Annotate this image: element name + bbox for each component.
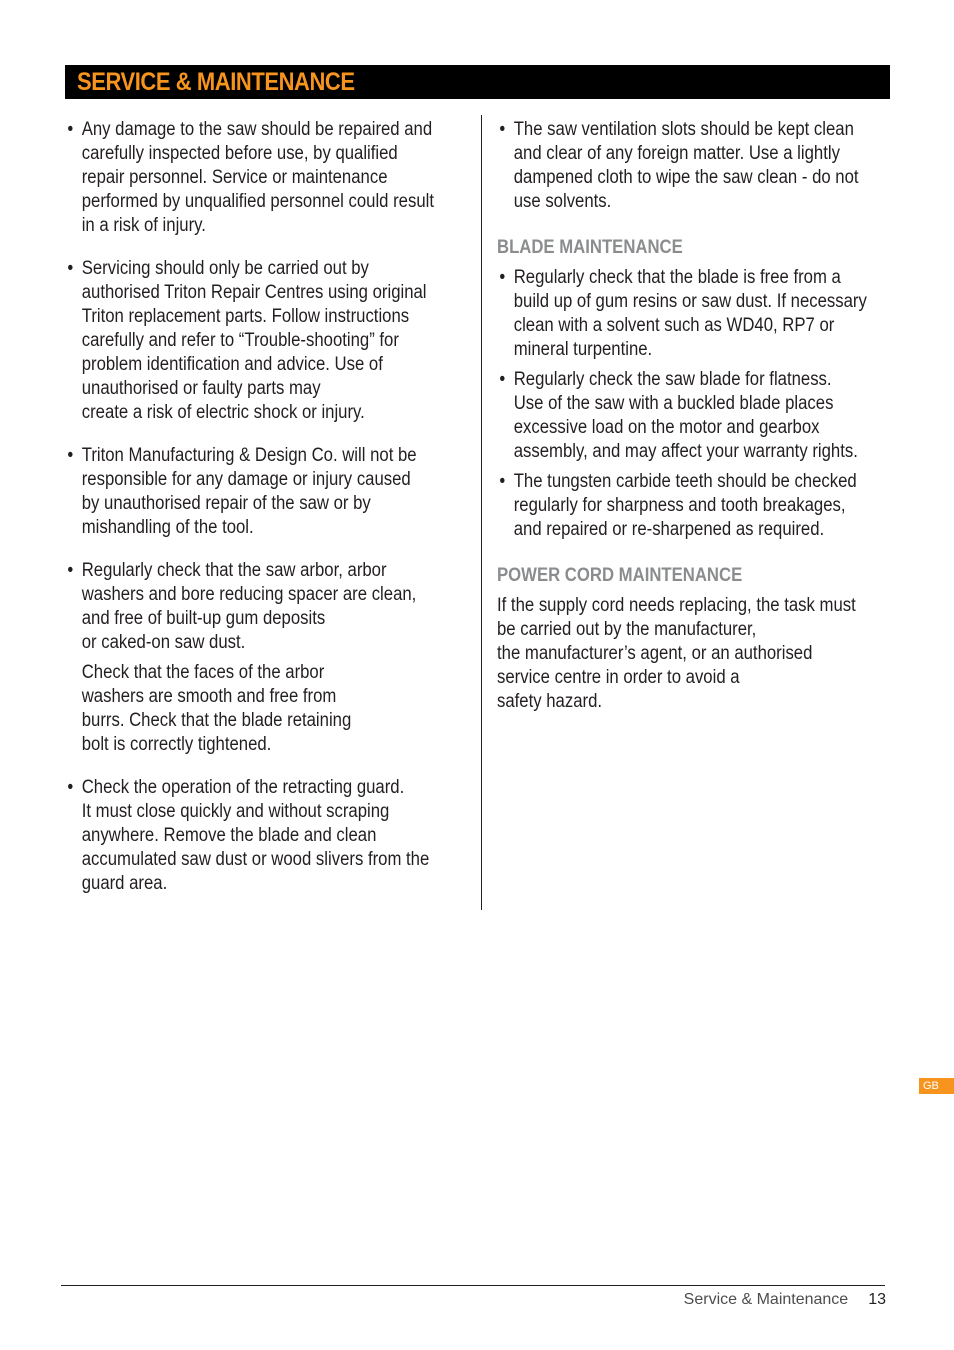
item-text: The saw ventilation slots should be kept clean and clear of any foreign matter. Use a lightly dampened cloth to wipe the saw clean - do not use solvents. [513, 119, 859, 212]
blade-maintenance-heading: BLADE MAINTENANCE [497, 237, 683, 258]
item-text: Any damage to the saw should be repaired and carefully inspected before use, by qualified repair personnel. Service or maintenance performed by unqualified personnel could result in a risk of injury. [81, 119, 434, 236]
list-item [497, 368, 895, 464]
item-text: The tungsten carbide teeth should be checked regularly for sharpness and tooth breakages, and repaired or re-sharpened as required. [513, 471, 857, 540]
bullet: • [499, 119, 506, 140]
bullet: • [67, 258, 74, 279]
list-item [65, 559, 463, 757]
power-cord-heading: POWER CORD MAINTENANCE [497, 565, 743, 586]
language-tab: GB [919, 1078, 954, 1094]
bullet: • [67, 777, 74, 798]
item-text: Regularly check that the blade is free from a build up of gum resins or saw dust. If necessary clean with a solvent such as WD40, RP7 or mineral turpentine. [513, 267, 867, 360]
bullet: • [67, 560, 74, 581]
list-item [497, 118, 895, 214]
item-text: Triton Manufacturing & Design Co. will not be responsible for any damage or injury caused by unauthorised repair of the saw or by mishandling of the tool. [81, 445, 417, 538]
bullet: • [67, 445, 74, 466]
bullet: • [67, 119, 74, 140]
power-cord-text: If the supply cord needs replacing, the task must be carried out by the manufacturer, the manufacturer’s agent, or an authorised service centre in order to avoid a safety hazard. [497, 595, 856, 712]
list-item [65, 118, 463, 238]
bullet: • [499, 267, 506, 288]
list-item [65, 444, 463, 540]
bullet: • [499, 369, 506, 390]
item-text: Regularly check the saw blade for flatness. Use of the saw with a buckled blade places excessive load on the motor and gearbox assembly, and may affect your warranty rights. [513, 369, 858, 462]
list-item [65, 776, 463, 896]
item-text: Check the operation of the retracting guard. It must close quickly and without scraping anywhere. Remove the blade and clean accumulated saw dust or wood slivers from the guard area. [81, 777, 430, 894]
list-item [497, 470, 895, 542]
item-text: Regularly check that the saw arbor, arbor washers and bore reducing spacer are clean, and free of built-up gum deposits or caked-on saw dust. [81, 560, 417, 653]
right-column [497, 118, 897, 714]
list-item [65, 257, 463, 425]
column-divider [481, 115, 482, 910]
section-header-bar [65, 65, 890, 99]
footer-rule [61, 1285, 885, 1286]
left-column [65, 118, 465, 896]
section-title: SERVICE & MAINTENANCE [77, 68, 355, 96]
item-extra-text: Check that the faces of the arbor washers are smooth and free from burrs. Check that the blade retaining bolt is correctly tightened. [81, 662, 352, 755]
page-number: 13 [868, 1291, 886, 1308]
footer [684, 1290, 886, 1310]
item-text: Servicing should only be carried out by authorised Triton Repair Centres using original Triton replacement parts. Follow instructions carefully and refer to “Trouble-shooting” for problem identification and advice. Use of unauthorised or faulty parts may create a risk of electric shock or injury. [81, 258, 427, 423]
footer-section-name: Service & Maintenance [683, 1291, 849, 1308]
bullet: • [499, 471, 506, 492]
list-item [497, 266, 895, 362]
